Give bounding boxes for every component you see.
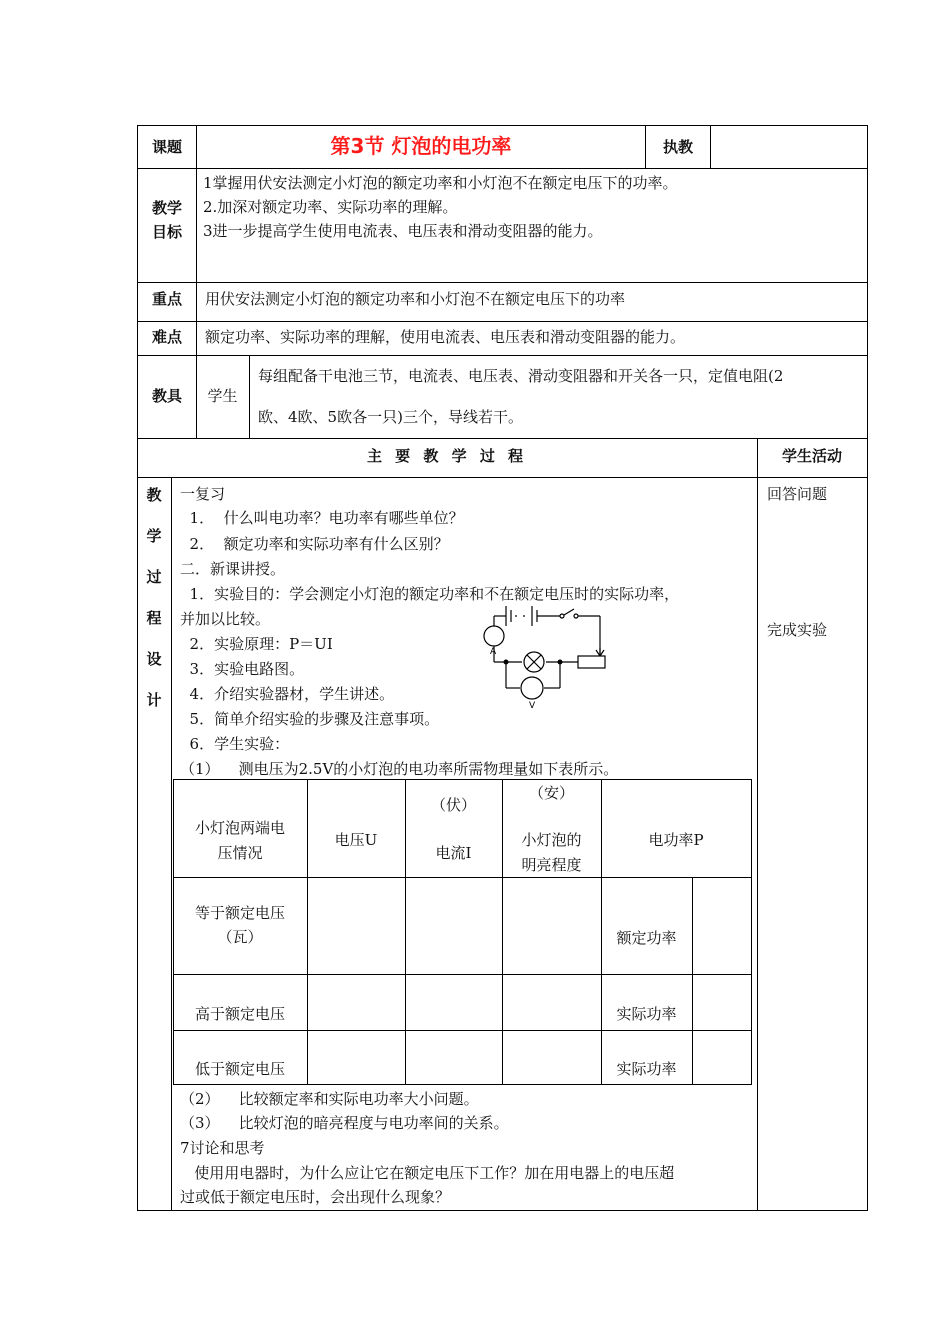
inner-header-cell: 小灯泡的 bbox=[521, 831, 582, 849]
table-row-power-label: 实际功率 bbox=[616, 1060, 677, 1078]
inner-header-cell: 电压U bbox=[334, 831, 378, 849]
table-line bbox=[137, 282, 868, 283]
process-line: 1．实验目的：学会测定小灯泡的额定功率和不在额定电压时的实际功率， bbox=[180, 585, 680, 603]
table-line bbox=[137, 168, 868, 169]
table-row-power-label: 额定功率 bbox=[616, 929, 677, 947]
objectives-label: 目标 bbox=[151, 223, 182, 241]
teacher-label: 执教 bbox=[662, 138, 693, 156]
process-line: 5．简单介绍实验的步骤及注意事项。 bbox=[180, 710, 440, 728]
table-row-condition: 低于额定电压 bbox=[194, 1060, 285, 1078]
inner-table-line bbox=[751, 779, 752, 1085]
inner-header-cell: 小灯泡两端电 bbox=[194, 819, 285, 837]
difficulty-label: 难点 bbox=[151, 328, 182, 346]
process-line: 使用用电器时，为什么应让它在额定电压下工作？加在用电器上的电压超 bbox=[180, 1164, 675, 1182]
voltmeter-icon: V bbox=[529, 701, 536, 710]
process-line: （2） 比较额定率和实际电功率大小问题。 bbox=[180, 1090, 479, 1108]
lesson-label: 课题 bbox=[151, 138, 182, 156]
side-char: 学 bbox=[146, 527, 162, 545]
inner-table-line bbox=[405, 779, 406, 1085]
student-activity: 回答问题 bbox=[767, 485, 828, 503]
objectives-label: 教学 bbox=[151, 199, 182, 217]
table-border-left bbox=[137, 125, 138, 1211]
process-line: （3） 比较灯泡的暗亮程度与电功率间的关系。 bbox=[180, 1114, 509, 1132]
process-line: 1． 什么叫电功率？电功率有哪些单位？ bbox=[180, 509, 464, 527]
key-point-text: 用伏安法测定小灯泡的额定功率和小灯泡不在额定电压下的功率 bbox=[205, 290, 626, 308]
inner-header-cell: 电功率P bbox=[648, 831, 704, 849]
inner-table-line bbox=[173, 1084, 752, 1085]
table-row-unit: （瓦） bbox=[217, 928, 263, 946]
inner-table-line bbox=[173, 877, 752, 878]
table-row-power-label: 实际功率 bbox=[616, 1005, 677, 1023]
table-line bbox=[757, 438, 758, 1211]
page-title: 第3节 灯泡的电功率 bbox=[330, 134, 512, 158]
inner-table-line bbox=[173, 1030, 752, 1031]
process-header: 主 要 教 学 过 程 bbox=[366, 447, 528, 465]
side-char: 设 bbox=[146, 650, 162, 668]
table-line bbox=[137, 477, 868, 478]
inner-table-line bbox=[502, 779, 503, 1085]
process-line: 二．新课讲授。 bbox=[180, 560, 286, 578]
table-row-condition: 等于额定电压 bbox=[194, 904, 285, 922]
process-line: 并加以比较。 bbox=[180, 610, 271, 628]
process-line: 2．实验原理：P＝UI bbox=[180, 635, 333, 653]
process-line: 一复习 bbox=[180, 485, 226, 503]
process-line: 3．实验电路图。 bbox=[180, 660, 305, 678]
difficulty-text: 额定功率、实际功率的理解，使用电流表、电压表和滑动变阻器的能力。 bbox=[205, 328, 686, 346]
table-line bbox=[137, 355, 868, 356]
objective-item: 1掌握用伏安法测定小灯泡的额定功率和小灯泡不在额定电压下的功率。 bbox=[203, 174, 678, 192]
equipment-text: 每组配备干电池三节，电流表、电压表、滑动变阻器和开关各一只，定值电阻(2 bbox=[258, 367, 784, 385]
process-line: （1） 测电压为2.5V的小灯泡的电功率所需物理量如下表所示。 bbox=[180, 760, 619, 778]
key-point-label: 重点 bbox=[151, 290, 182, 308]
inner-table-line bbox=[307, 779, 308, 1085]
student-activity: 完成实验 bbox=[767, 621, 828, 639]
inner-table-line bbox=[173, 779, 752, 780]
inner-table-line bbox=[173, 974, 752, 975]
circuit-diagram bbox=[470, 598, 620, 710]
side-char: 教 bbox=[146, 486, 162, 504]
inner-table-line bbox=[692, 877, 693, 1085]
table-line bbox=[171, 477, 172, 1211]
process-line: 7讨论和思考 bbox=[180, 1139, 265, 1157]
objective-item: 2.加深对额定功率、实际功率的理解。 bbox=[203, 198, 458, 216]
side-char: 计 bbox=[146, 691, 162, 709]
process-line: 2． 额定功率和实际功率有什么区别？ bbox=[180, 535, 449, 553]
inner-header-cell: 明亮程度 bbox=[521, 856, 582, 874]
table-line bbox=[137, 438, 868, 439]
process-line: 4．介绍实验器材，学生讲述。 bbox=[180, 685, 395, 703]
objective-item: 3进一步提高学生使用电流表、电压表和滑动变阻器的能力。 bbox=[203, 222, 603, 240]
student-activity-header: 学生活动 bbox=[781, 447, 842, 465]
inner-header-cell: 压情况 bbox=[217, 844, 263, 862]
inner-header-cell: （安） bbox=[528, 784, 574, 802]
table-row-condition: 高于额定电压 bbox=[194, 1005, 285, 1023]
inner-header-cell: 电流I bbox=[435, 844, 472, 862]
table-line bbox=[249, 355, 250, 439]
side-char: 程 bbox=[146, 609, 162, 627]
equipment-label: 教具 bbox=[151, 387, 182, 405]
process-line: 过或低于额定电压时，会出现什么现象？ bbox=[180, 1188, 451, 1206]
ammeter-icon: A bbox=[490, 647, 497, 657]
side-char: 过 bbox=[146, 568, 162, 586]
equipment-text: 欧、4欧、5欧各一只)三个，导线若干。 bbox=[258, 408, 523, 426]
inner-header-cell: （伏） bbox=[430, 796, 476, 814]
process-line: 6．学生实验： bbox=[180, 735, 290, 753]
table-border-top bbox=[137, 125, 868, 126]
table-border-bottom bbox=[137, 1210, 868, 1211]
equipment-sub-label: 学生 bbox=[207, 387, 238, 405]
table-line bbox=[137, 321, 868, 322]
table-border-right bbox=[867, 125, 868, 1211]
